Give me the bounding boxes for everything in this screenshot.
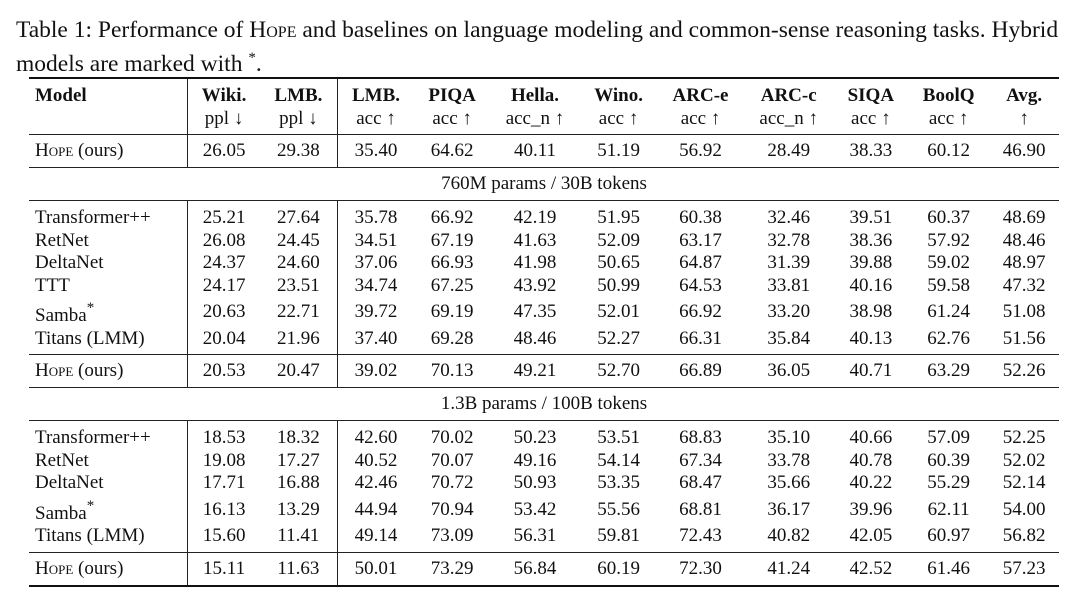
hope-suffix: (ours): [73, 557, 124, 579]
value-cell: 48.69: [989, 201, 1059, 230]
value-cell: 59.58: [927, 274, 971, 296]
caption-star: *: [248, 50, 256, 66]
model-label: RetNet: [35, 229, 89, 251]
hope-model-name: Hope: [35, 140, 74, 161]
value-cell: 24.60: [260, 252, 337, 275]
value-cell: 17.71: [202, 472, 246, 493]
value-cell: 70.72: [430, 472, 474, 493]
header-metric: acc_n ↑: [505, 107, 565, 129]
hybrid-marker: *: [86, 497, 95, 514]
value-cell: 60.19: [580, 552, 657, 586]
value-cell: 52.02: [1002, 449, 1046, 471]
hope-row: [29, 135, 1059, 168]
header-metric: ppl ↓: [204, 107, 244, 129]
model-name: [29, 552, 188, 586]
value-cell: 64.53: [679, 274, 722, 296]
value-cell: 52.26: [989, 355, 1059, 388]
value-cell: 63.29: [908, 355, 989, 388]
results-table: [29, 77, 1059, 587]
value-cell: 17.27: [260, 450, 337, 473]
model-name: [29, 421, 188, 450]
value-cell: 26.08: [202, 229, 246, 251]
hope-suffix: (ours): [73, 140, 124, 161]
value-cell: 27.64: [260, 201, 337, 230]
value-cell: 20.47: [260, 355, 337, 388]
table-row: [29, 275, 1059, 298]
value-cell: 40.66: [834, 421, 908, 450]
model-name: [29, 355, 188, 388]
value-cell: 64.62: [414, 135, 490, 168]
header-metric: ppl ↓: [260, 107, 337, 135]
value-cell: 20.63: [202, 301, 246, 322]
caption-lead: Table 1: Performance of: [16, 17, 250, 43]
value-cell: 24.45: [260, 230, 337, 253]
header-metric: acc ↑: [356, 107, 396, 129]
value-cell: 60.38: [657, 201, 744, 230]
header-column-name: Avg.: [989, 78, 1059, 107]
value-cell: 70.02: [414, 421, 490, 450]
caption-end: .: [255, 51, 262, 77]
value-cell: 42.46: [354, 472, 398, 493]
value-cell: 52.27: [597, 327, 640, 349]
value-cell: 53.51: [580, 421, 657, 450]
table-row: [29, 472, 1059, 495]
value-cell: 64.87: [679, 252, 722, 273]
value-cell: 18.32: [260, 421, 337, 450]
table-row: [29, 297, 1059, 328]
value-cell: 39.02: [337, 355, 414, 388]
model-label: TTT: [35, 274, 70, 296]
value-cell: 68.47: [679, 472, 722, 493]
value-cell: 60.37: [908, 201, 989, 230]
value-cell: 26.05: [188, 135, 261, 168]
value-cell: 51.56: [1002, 327, 1046, 349]
header-metric: acc ↑: [928, 107, 969, 129]
value-cell: 40.78: [849, 449, 893, 471]
value-cell: 72.43: [679, 525, 722, 546]
value-cell: 67.19: [430, 229, 474, 251]
value-cell: 40.11: [490, 135, 580, 168]
value-cell: 52.09: [597, 229, 640, 251]
section-title-row: [29, 388, 1059, 421]
value-cell: 46.90: [989, 135, 1059, 168]
model-name: [29, 472, 188, 495]
model-name: [29, 495, 188, 526]
value-cell: 31.39: [767, 252, 811, 273]
header-metric: acc ↑: [432, 107, 472, 129]
table-row: [29, 252, 1059, 275]
value-cell: 73.09: [430, 525, 474, 546]
value-cell: 60.12: [908, 135, 989, 168]
value-cell: 50.23: [490, 421, 580, 450]
header-row: [29, 78, 1059, 107]
value-cell: 50.99: [597, 274, 640, 296]
model-label: Samba: [35, 502, 87, 524]
value-cell: 69.19: [430, 301, 474, 322]
value-cell: 70.94: [430, 498, 474, 520]
value-cell: 32.78: [767, 229, 811, 251]
model-label: Titans (LMM): [35, 525, 145, 546]
value-cell: 57.23: [989, 552, 1059, 586]
value-cell: 40.16: [849, 274, 893, 296]
value-cell: 70.07: [430, 449, 474, 471]
value-cell: 33.78: [767, 449, 811, 471]
value-cell: 28.49: [744, 135, 834, 168]
value-cell: 49.21: [490, 355, 580, 388]
value-cell: 20.53: [188, 355, 261, 388]
value-cell: 34.74: [354, 274, 398, 296]
header-column-name: LMB.: [337, 78, 414, 107]
value-cell: 42.05: [849, 525, 893, 546]
value-cell: 16.88: [260, 472, 337, 495]
model-name: [29, 297, 188, 328]
value-cell: 51.19: [580, 135, 657, 168]
value-cell: 48.46: [1002, 229, 1046, 251]
value-cell: 38.98: [849, 301, 893, 322]
value-cell: 63.17: [679, 229, 722, 251]
value-cell: 50.93: [513, 472, 557, 493]
value-cell: 56.84: [490, 552, 580, 586]
value-cell: 39.96: [849, 498, 893, 520]
value-cell: 59.81: [597, 525, 640, 546]
value-cell: 18.53: [188, 421, 261, 450]
model-label: DeltaNet: [35, 472, 104, 493]
value-cell: 15.11: [188, 552, 261, 586]
value-cell: 59.02: [927, 252, 971, 273]
value-cell: 51.08: [1002, 301, 1046, 322]
model-name: [29, 525, 188, 552]
value-cell: 39.51: [834, 201, 908, 230]
caption-rest: and baselines on language modeling and common-sense reasoning tasks. Hybrid models are marked with: [16, 17, 1059, 77]
value-cell: 61.24: [927, 301, 971, 322]
table-row: [29, 201, 1059, 230]
value-cell: 66.89: [657, 355, 744, 388]
value-cell: 42.60: [337, 421, 414, 450]
value-cell: 29.38: [260, 135, 337, 168]
value-cell: 54.00: [1002, 498, 1046, 520]
value-cell: 62.11: [927, 498, 970, 520]
model-label: Transformer++: [35, 427, 151, 448]
value-cell: 69.28: [430, 327, 474, 349]
header-model: Model: [29, 78, 188, 107]
table-row: [29, 450, 1059, 473]
header-column-name: ARC-e: [657, 78, 744, 107]
value-cell: 37.06: [354, 252, 398, 273]
value-cell: 23.51: [260, 275, 337, 298]
value-cell: 47.35: [513, 301, 557, 322]
header-blank: [29, 107, 188, 135]
value-cell: 57.09: [908, 421, 989, 450]
value-cell: 48.97: [1002, 252, 1046, 273]
value-cell: 40.52: [354, 449, 398, 471]
value-cell: 66.92: [414, 201, 490, 230]
value-cell: 38.33: [834, 135, 908, 168]
model-label: Samba: [35, 305, 87, 326]
value-cell: 47.32: [1002, 274, 1046, 296]
value-cell: 33.20: [767, 301, 811, 322]
hybrid-marker: *: [86, 300, 95, 316]
header-metric: acc ↑: [598, 107, 639, 129]
value-cell: 35.40: [337, 135, 414, 168]
value-cell: 49.14: [354, 525, 398, 546]
value-cell: 56.92: [657, 135, 744, 168]
model-name: [29, 252, 188, 275]
value-cell: 34.51: [354, 229, 398, 251]
value-cell: 40.82: [767, 525, 811, 546]
value-cell: 67.25: [430, 274, 474, 296]
value-cell: 53.42: [513, 498, 557, 520]
header-column-name: LMB.: [260, 78, 337, 107]
header-metric-row: [29, 107, 1059, 135]
value-cell: 41.24: [744, 552, 834, 586]
value-cell: 20.04: [202, 327, 246, 349]
value-cell: 35.10: [744, 421, 834, 450]
value-cell: 37.40: [354, 327, 398, 349]
header-metric: acc_n ↑: [759, 107, 818, 129]
model-label: DeltaNet: [35, 252, 104, 273]
value-cell: 66.92: [679, 301, 722, 322]
value-cell: 52.25: [989, 421, 1059, 450]
header-metric: acc ↑: [680, 107, 721, 129]
table-row: [29, 230, 1059, 253]
value-cell: 54.14: [597, 449, 640, 471]
value-cell: 42.52: [834, 552, 908, 586]
value-cell: 25.21: [188, 201, 261, 230]
header-metric: acc ↑: [851, 107, 891, 129]
value-cell: 41.98: [513, 252, 557, 273]
value-cell: 56.82: [1002, 525, 1046, 546]
value-cell: 32.46: [744, 201, 834, 230]
value-cell: 39.72: [354, 301, 398, 322]
value-cell: 61.46: [908, 552, 989, 586]
value-cell: 16.13: [202, 498, 246, 520]
table-row: [29, 328, 1059, 355]
value-cell: 40.22: [849, 472, 893, 493]
model-name: [29, 450, 188, 473]
value-cell: 15.60: [202, 525, 246, 546]
value-cell: 51.95: [580, 201, 657, 230]
caption-model-name: Hope: [249, 17, 297, 43]
value-cell: 36.05: [744, 355, 834, 388]
hope-suffix: (ours): [73, 360, 124, 381]
value-cell: 52.01: [597, 301, 640, 322]
hope-row: [29, 355, 1059, 388]
value-cell: 38.36: [849, 229, 893, 251]
hope-row: [29, 552, 1059, 586]
value-cell: 11.63: [260, 552, 337, 586]
value-cell: 68.83: [657, 421, 744, 450]
value-cell: 35.78: [337, 201, 414, 230]
value-cell: 24.37: [202, 252, 246, 273]
model-name: [29, 275, 188, 298]
model-label: Titans (LMM): [35, 327, 145, 349]
value-cell: 57.92: [927, 229, 971, 251]
value-cell: 24.17: [202, 274, 246, 296]
table-row: [29, 525, 1059, 552]
header-column-name: Hella.: [490, 78, 580, 107]
header-column-name: PIQA: [414, 78, 490, 107]
value-cell: 21.96: [260, 328, 337, 355]
value-cell: 40.71: [834, 355, 908, 388]
table-row: [29, 421, 1059, 450]
value-cell: 48.46: [513, 327, 557, 349]
value-cell: 53.35: [597, 472, 640, 493]
value-cell: 22.71: [260, 297, 337, 328]
value-cell: 55.29: [927, 472, 971, 493]
model-label: Transformer++: [35, 207, 151, 228]
model-name: [29, 328, 188, 355]
value-cell: 52.70: [580, 355, 657, 388]
value-cell: 60.39: [927, 449, 971, 471]
value-cell: 70.13: [414, 355, 490, 388]
section-title: 1.3B params / 100B tokens: [29, 388, 1059, 421]
value-cell: 72.30: [657, 552, 744, 586]
table-row: [29, 495, 1059, 526]
value-cell: 35.84: [767, 327, 811, 349]
value-cell: 49.16: [513, 449, 557, 471]
section-title-row: [29, 168, 1059, 201]
header-column-name: Wino.: [580, 78, 657, 107]
header-metric: ↑: [1019, 107, 1029, 129]
value-cell: 55.56: [597, 498, 640, 520]
header-column-name: ARC-c: [744, 78, 834, 107]
value-cell: 41.63: [513, 229, 557, 251]
value-cell: 40.13: [849, 327, 893, 349]
hope-model-name: Hope: [35, 557, 74, 579]
value-cell: 42.19: [490, 201, 580, 230]
value-cell: 50.65: [597, 252, 640, 273]
value-cell: 35.66: [767, 472, 811, 493]
value-cell: 66.31: [679, 327, 722, 349]
value-cell: 50.01: [337, 552, 414, 586]
value-cell: 11.41: [260, 525, 337, 552]
value-cell: 39.88: [849, 252, 893, 273]
value-cell: 62.76: [927, 327, 971, 349]
value-cell: 56.31: [513, 525, 557, 546]
table-caption: [16, 16, 1066, 78]
hope-model-name: Hope: [35, 360, 74, 381]
value-cell: 66.93: [430, 252, 474, 273]
value-cell: 33.81: [767, 274, 811, 296]
value-cell: 19.08: [202, 449, 246, 471]
value-cell: 52.14: [1002, 472, 1046, 493]
value-cell: 67.34: [679, 449, 722, 471]
model-name: [29, 230, 188, 253]
value-cell: 43.92: [513, 274, 557, 296]
value-cell: 60.97: [927, 525, 971, 546]
model-label: RetNet: [35, 449, 89, 471]
value-cell: 44.94: [354, 498, 398, 520]
section-title: 760M params / 30B tokens: [29, 168, 1059, 201]
header-column-name: Wiki.: [188, 78, 261, 107]
value-cell: 13.29: [260, 495, 337, 526]
header-column-name: BoolQ: [908, 78, 989, 107]
value-cell: 68.81: [679, 498, 722, 520]
value-cell: 73.29: [414, 552, 490, 586]
model-name: [29, 135, 188, 168]
value-cell: 36.17: [767, 498, 811, 520]
model-name: [29, 201, 188, 230]
header-column-name: SIQA: [834, 78, 908, 107]
